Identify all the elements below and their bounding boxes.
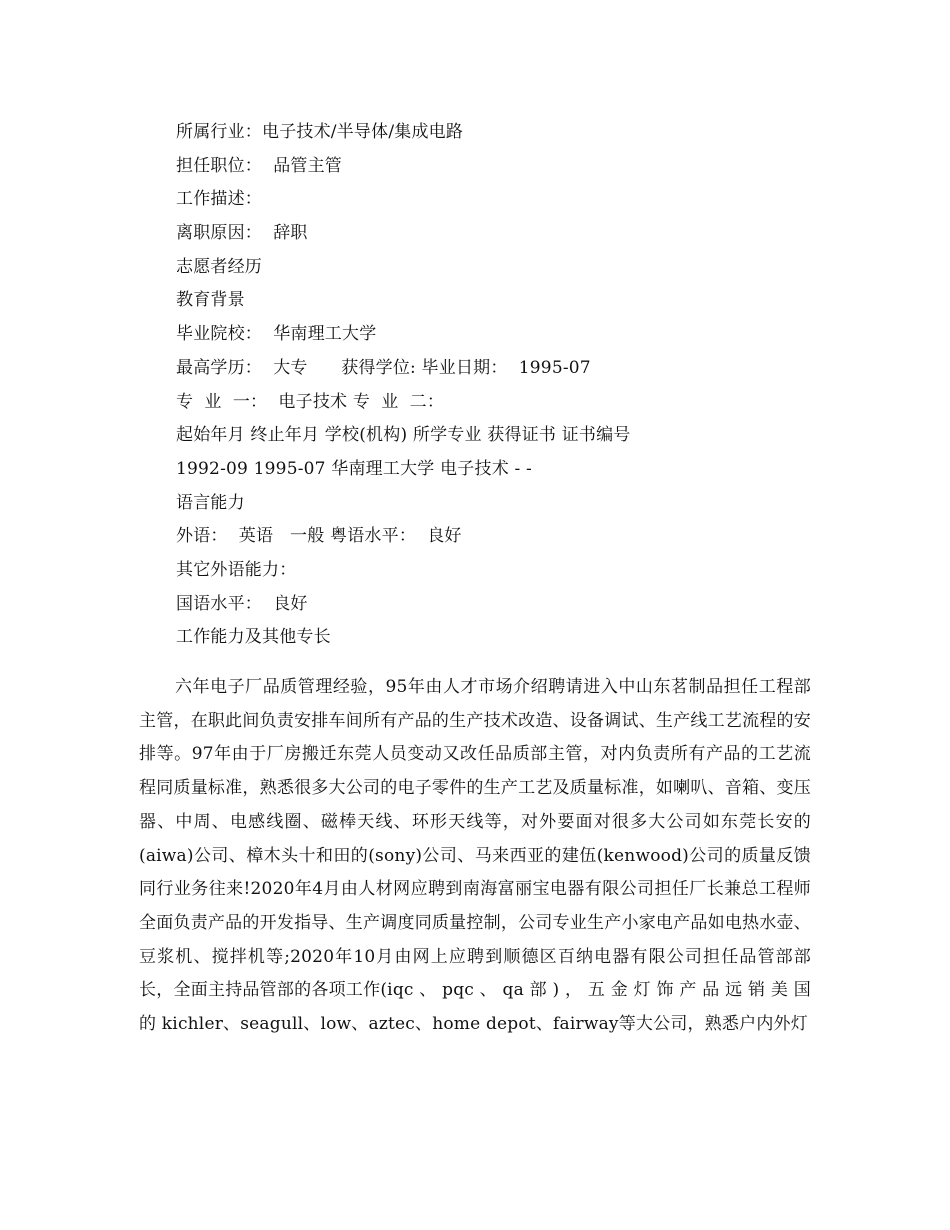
degree-line: 最高学历： 大专 获得学位: 毕业日期： 1995-07 (176, 357, 591, 378)
education-table-header: 起始年月 终止年月 学校(机构) 所学专业 获得证书 证书编号 (176, 425, 631, 446)
leave-reason-line: 离职原因： 辞职 (176, 223, 308, 244)
mandarin-line: 国语水平： 良好 (176, 593, 308, 614)
experience-paragraph: 六年电子厂品质管理经验，95年由人才市场介绍聘请进入中山东茗制品担任工程部主管，在职此间负责安排车间所有产品的生产技术改造、设备调试、生产线工艺流程的安排等。97年由于厂房搬迁东莞人员变动又改任品质部主管，对内负责所有产品的工艺流程同质量标准，熟悉很多大公司的电子零件的生产工艺及质量标准，如喇叭、音箱、变压器、中周、电感线圈、磁棒天线、环形天线等，对外要面对很多大公司如东莞长安的(aiwa)公司、樟木头十和田的(sony)公司、马来西亚的建伍(kenwood)公司的质量反馈同行业务往来!2020年4月由人材网应聘到南海富丽宝电器有限公司担任厂长兼总工程师全面负责产品的开发指导、生产调度同质量控制，公司专业生产小家电产品如电热水壶、豆浆机、搅拌机等;2020年10月由网上应聘到顺德区百纳电器有限公司担任品管部部长，全面主持品管部的各项工作(iqc 、 pqc 、 qa 部 ) ， 五 金 灯 饰 产 品 远 销 美 国 的 kichler、seagull、low、aztec、home depot、fairway等大公司，熟悉户内外灯 (139, 677, 811, 1035)
resume-fields (176, 116, 836, 655)
foreign-language-line: 外语： 英语 一般 粤语水平： 良好 (176, 526, 462, 547)
position-line: 担任职位： 品管主管 (176, 155, 343, 176)
education-table-row: 1992-09 1995-07 华南理工大学 电子技术 - - (176, 458, 532, 479)
volunteer-heading: 志愿者经历 (176, 256, 262, 277)
education-heading: 教育背景 (176, 290, 245, 311)
skills-heading: 工作能力及其他专长 (176, 627, 331, 648)
major-line: 专 业 一： 电子技术 专 业 二： (176, 391, 445, 412)
industry-line: 所属行业：电子技术/半导体/集成电路 (176, 122, 464, 142)
school-line: 毕业院校： 华南理工大学 (176, 324, 377, 345)
other-language-line: 其它外语能力： (176, 559, 297, 580)
language-heading: 语言能力 (176, 492, 245, 513)
job-description-line: 工作描述： (176, 189, 262, 210)
